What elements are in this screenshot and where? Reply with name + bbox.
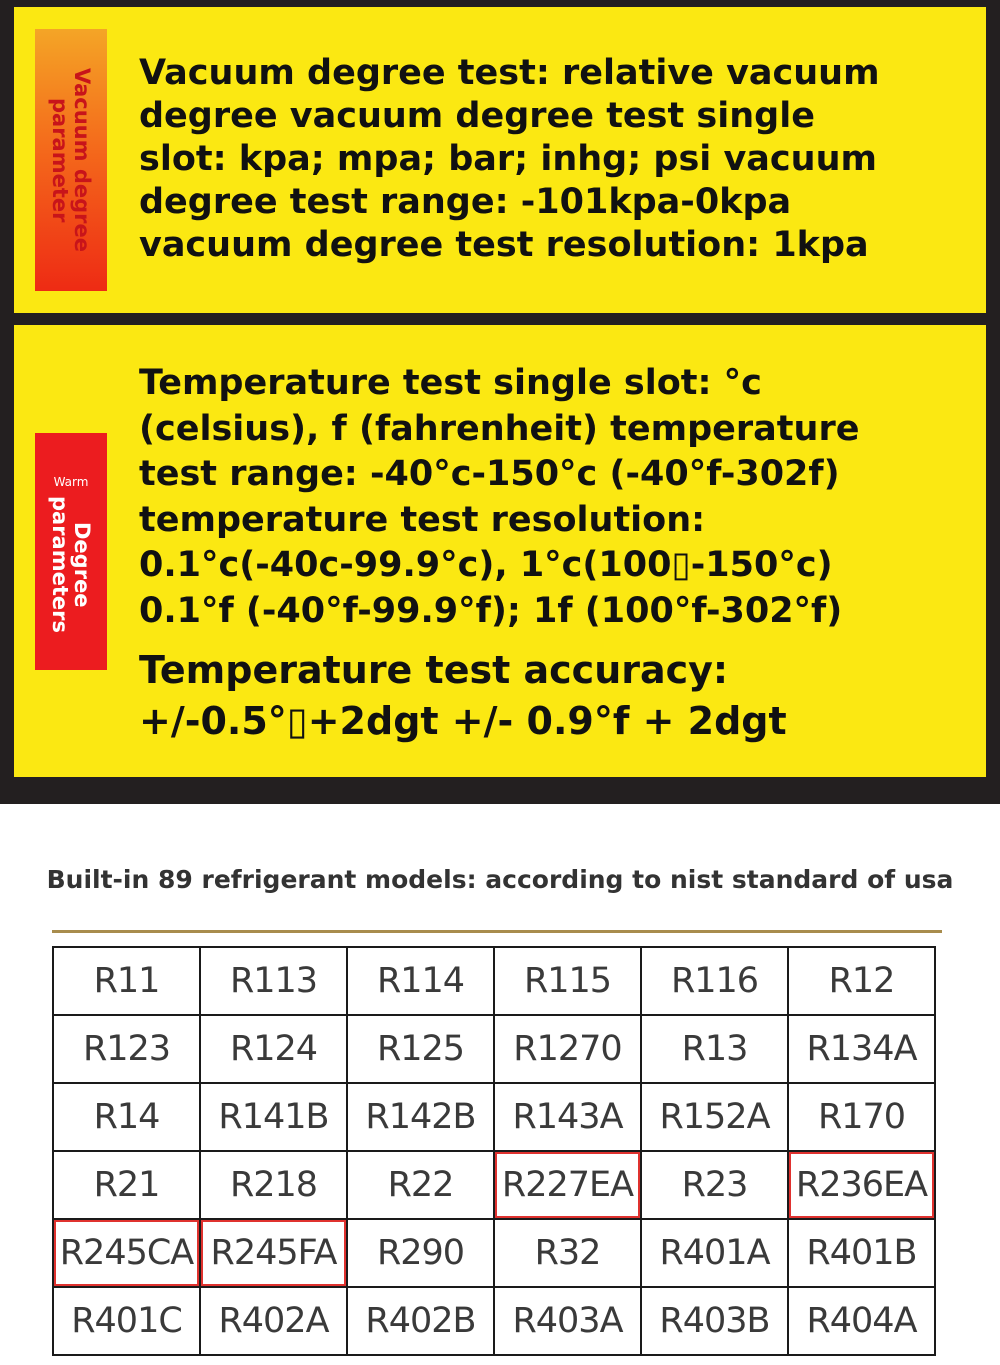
accuracy-line: Temperature test accuracy: xyxy=(139,648,729,692)
temperature-tag-label: Degree parameters xyxy=(48,496,94,633)
refrigerant-cell: R21 xyxy=(53,1151,200,1219)
refrigerant-cell: R227EA xyxy=(494,1151,641,1219)
refrigerant-cell: R123 xyxy=(53,1015,200,1083)
temperature-accuracy-text xyxy=(139,645,966,747)
refrigerant-cell: R143A xyxy=(494,1083,641,1151)
temperature-tag-small-label: Warm xyxy=(53,475,89,489)
refrigerant-cell: R113 xyxy=(200,947,347,1015)
table-row xyxy=(53,1287,935,1355)
refrigerant-cell: R125 xyxy=(347,1015,494,1083)
refrigerant-cell: R245CA xyxy=(53,1219,200,1287)
refrigerant-cell: R401B xyxy=(788,1219,935,1287)
refrigerant-cell: R114 xyxy=(347,947,494,1015)
vacuum-line: slot: kpa; mpa; bar; inhg; psi vacuum xyxy=(139,139,877,179)
refrigerant-cell: R152A xyxy=(641,1083,788,1151)
refrigerant-cell: R236EA xyxy=(788,1151,935,1219)
accuracy-line: +/-0.5°▯+2dgt +/- 0.9°f + 2dgt xyxy=(139,699,787,743)
refrigerant-cell: R12 xyxy=(788,947,935,1015)
table-row xyxy=(53,1083,935,1151)
vacuum-parameter-tag xyxy=(35,29,107,291)
refrigerant-cell: R402A xyxy=(200,1287,347,1355)
refrigerant-cell: R401A xyxy=(641,1219,788,1287)
vacuum-line: Vacuum degree test: relative vacuum xyxy=(139,53,880,93)
refrigerant-cell: R170 xyxy=(788,1083,935,1151)
vacuum-parameter-panel xyxy=(14,7,986,313)
refrigerant-cell: R141B xyxy=(200,1083,347,1151)
temperature-parameter-tag xyxy=(35,433,107,670)
refrigerant-cell: R11 xyxy=(53,947,200,1015)
refrigerant-cell: R14 xyxy=(53,1083,200,1151)
refrigerant-cell: R13 xyxy=(641,1015,788,1083)
table-row xyxy=(53,1015,935,1083)
refrigerant-cell: R1270 xyxy=(494,1015,641,1083)
refrigerant-cell: R116 xyxy=(641,947,788,1015)
refrigerant-cell: R403A xyxy=(494,1287,641,1355)
vacuum-line: degree vacuum degree test single xyxy=(139,96,815,136)
temperature-line: (celsius), f (fahrenheit) temperature xyxy=(139,408,860,449)
refrigerant-cell: R32 xyxy=(494,1219,641,1287)
refrigerant-cell: R22 xyxy=(347,1151,494,1219)
refrigerant-cell: R115 xyxy=(494,947,641,1015)
refrigerant-cell: R404A xyxy=(788,1287,935,1355)
refrigerant-cell: R245FA xyxy=(200,1219,347,1287)
temperature-parameter-text xyxy=(139,361,966,634)
refrigerant-cell: R402B xyxy=(347,1287,494,1355)
vacuum-line: vacuum degree test resolution: 1kpa xyxy=(139,225,869,265)
refrigerant-cell: R124 xyxy=(200,1015,347,1083)
temperature-line: test range: -40°c-150°c (-40°f-302f) xyxy=(139,454,840,494)
refrigerant-cell: R218 xyxy=(200,1151,347,1219)
refrigerant-cell: R290 xyxy=(347,1219,494,1287)
table-row xyxy=(53,1219,935,1287)
temperature-line: temperature test resolution: xyxy=(139,499,706,540)
vacuum-parameter-text xyxy=(139,52,966,267)
temperature-line: Temperature test single slot: °c xyxy=(139,363,762,403)
refrigerant-cell: R23 xyxy=(641,1151,788,1219)
refrigerant-cell: R403B xyxy=(641,1287,788,1355)
refrigerant-cell: R401C xyxy=(53,1287,200,1355)
temperature-line: 0.1°f (-40°f-99.9°f); 1f (100°f-302°f) xyxy=(139,590,843,631)
vacuum-line: degree test range: -101kpa-0kpa xyxy=(139,182,792,222)
refrigerant-cell: R142B xyxy=(347,1083,494,1151)
refrigerant-cell: R134A xyxy=(788,1015,935,1083)
table-row xyxy=(53,947,935,1015)
refrigerant-table xyxy=(52,946,936,1356)
table-row xyxy=(53,1151,935,1219)
heading-divider xyxy=(52,930,942,933)
vacuum-parameter-tag-label: Vacuum degree parameter xyxy=(48,68,94,252)
temperature-line: 0.1°c(-40c-99.9°c), 1°c(100▯-150°c) xyxy=(139,545,833,585)
refrigerant-heading: Built-in 89 refrigerant models: according to nist standard of usa xyxy=(46,865,954,894)
temperature-parameter-panel xyxy=(14,325,986,777)
